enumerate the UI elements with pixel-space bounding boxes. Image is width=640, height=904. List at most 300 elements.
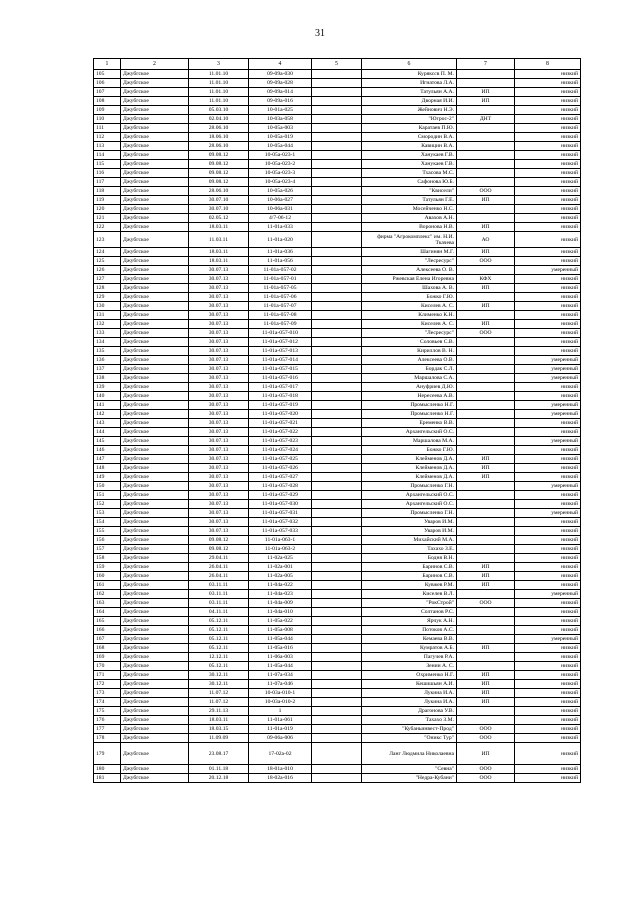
cell-col-2: Джубгское	[121, 455, 189, 464]
cell-col-2: Джубгское	[121, 671, 189, 680]
cell-col-2: Джубгское	[121, 464, 189, 473]
table-row	[94, 716, 581, 725]
cell-col-5	[312, 599, 362, 608]
cell-col-1: 118	[94, 187, 121, 196]
cell-col-1: 121	[94, 214, 121, 223]
cell-col-1: 181	[94, 774, 121, 783]
cell-col-8: низкий	[515, 133, 581, 142]
cell-col-7: ИП	[457, 88, 515, 97]
cell-col-7: ИП	[457, 464, 515, 473]
cell-col-7	[457, 142, 515, 151]
cell-col-4: 11-01а-057-028	[249, 482, 312, 491]
cell-col-5	[312, 644, 362, 653]
table-row	[94, 293, 581, 302]
table-row	[94, 160, 581, 169]
cell-col-8: низкий	[515, 428, 581, 437]
table-row	[94, 680, 581, 689]
cell-col-7	[457, 635, 515, 644]
cell-col-5	[312, 572, 362, 581]
cell-col-5	[312, 545, 362, 554]
cell-col-1: 147	[94, 455, 121, 464]
cell-col-2: Джубгское	[121, 536, 189, 545]
cell-col-5	[312, 214, 362, 223]
cell-col-2: Джубгское	[121, 151, 189, 160]
table-row	[94, 500, 581, 509]
cell-col-2: Джубгское	[121, 70, 189, 79]
cell-col-5	[312, 383, 362, 392]
cell-col-1: 178	[94, 734, 121, 743]
cell-col-1: 126	[94, 266, 121, 275]
cell-col-5	[312, 410, 362, 419]
cell-col-8: низкий	[515, 79, 581, 88]
cell-col-4: 11-01а-056	[249, 257, 312, 266]
table-row	[94, 223, 581, 232]
table-row	[94, 572, 581, 581]
cell-col-1: 153	[94, 509, 121, 518]
cell-col-2: Джубгское	[121, 124, 189, 133]
cell-col-3: 30.07.13	[189, 275, 249, 284]
cell-col-7	[457, 338, 515, 347]
cell-col-6: Драгонова У.В.	[362, 707, 457, 716]
cell-col-8: низкий	[515, 491, 581, 500]
cell-col-2: Джубгское	[121, 293, 189, 302]
cell-col-4: 10-05а-026	[249, 187, 312, 196]
cell-col-6: Баринов С.В.	[362, 563, 457, 572]
table-row	[94, 257, 581, 266]
cell-col-1: 155	[94, 527, 121, 536]
cell-col-1: 172	[94, 680, 121, 689]
table-row	[94, 410, 581, 419]
cell-col-4: 11-01а-057-020	[249, 410, 312, 419]
cell-col-5	[312, 205, 362, 214]
cell-col-5	[312, 473, 362, 482]
cell-col-8: низкий	[515, 743, 581, 765]
cell-col-2: Джубгское	[121, 214, 189, 223]
cell-col-4: 11-07а-046	[249, 680, 312, 689]
cell-col-4: 17-02а-02	[249, 743, 312, 765]
cell-col-1: 114	[94, 151, 121, 160]
cell-col-1: 166	[94, 626, 121, 635]
cell-col-1: 173	[94, 689, 121, 698]
cell-col-4: 10-01а-025	[249, 106, 312, 115]
cell-col-6: "Югрос-2"	[362, 115, 457, 124]
cell-col-1: 136	[94, 356, 121, 365]
cell-col-7: ООО	[457, 765, 515, 774]
cell-col-4: 09-09а-030	[249, 70, 312, 79]
table-row	[94, 401, 581, 410]
cell-col-3: 05.12.11	[189, 662, 249, 671]
cell-col-4: 11-01а-057-026	[249, 464, 312, 473]
table-row	[94, 374, 581, 383]
cell-col-8: низкий	[515, 257, 581, 266]
cell-col-5	[312, 70, 362, 79]
cell-col-5	[312, 365, 362, 374]
cell-col-2: Джубгское	[121, 401, 189, 410]
cell-col-4: 11-04а-023	[249, 590, 312, 599]
cell-col-6: Клейменов Д.А.	[362, 464, 457, 473]
table-row	[94, 419, 581, 428]
cell-col-2: Джубгское	[121, 581, 189, 590]
cell-col-6: Промысленко Г.Н.	[362, 482, 457, 491]
cell-col-2: Джубгское	[121, 320, 189, 329]
cell-col-7: ИП	[457, 223, 515, 232]
cell-col-4: 11-07а-034	[249, 671, 312, 680]
table-row	[94, 205, 581, 214]
cell-col-3: 18.03.11	[189, 716, 249, 725]
cell-col-2: Джубгское	[121, 509, 189, 518]
table-row	[94, 428, 581, 437]
cell-col-5	[312, 707, 362, 716]
table-row	[94, 302, 581, 311]
table-row	[94, 124, 581, 133]
table-row	[94, 482, 581, 491]
cell-col-4: 09-09а-028	[249, 79, 312, 88]
cell-col-5	[312, 626, 362, 635]
cell-col-5	[312, 257, 362, 266]
cell-col-5	[312, 160, 362, 169]
cell-col-1: 154	[94, 518, 121, 527]
cell-col-2: Джубгское	[121, 410, 189, 419]
cell-col-3: 03.11.11	[189, 581, 249, 590]
cell-col-6: Игнатова Л.А.	[362, 79, 457, 88]
cell-col-8: умеренный	[515, 365, 581, 374]
cell-col-3: 29.11.13	[189, 707, 249, 716]
cell-col-2: Джубгское	[121, 275, 189, 284]
cell-col-4: 11-01а-019	[249, 725, 312, 734]
cell-col-4: 11-01а-057-031	[249, 509, 312, 518]
cell-col-2: Джубгское	[121, 419, 189, 428]
cell-col-6: Клейменов Д.А.	[362, 473, 457, 482]
cell-col-6: Татульян Г.Е.	[362, 196, 457, 205]
cell-col-6: "Лесресурс"	[362, 329, 457, 338]
cell-col-2: Джубгское	[121, 680, 189, 689]
cell-col-1: 108	[94, 97, 121, 106]
cell-col-3: 09.08.12	[189, 169, 249, 178]
cell-col-1: 119	[94, 196, 121, 205]
cell-col-8: низкий	[515, 329, 581, 338]
cell-col-7	[457, 347, 515, 356]
cell-col-7: ИП	[457, 572, 515, 581]
cell-col-3: 30.07.13	[189, 518, 249, 527]
cell-col-8: низкий	[515, 689, 581, 698]
cell-col-1: 174	[94, 698, 121, 707]
cell-col-5	[312, 437, 362, 446]
cell-col-2: Джубгское	[121, 97, 189, 106]
cell-col-1: 145	[94, 437, 121, 446]
cell-col-3: 30.07.13	[189, 464, 249, 473]
cell-col-8: низкий	[515, 464, 581, 473]
cell-col-6: Нересеева А.В.	[362, 392, 457, 401]
table-row	[94, 536, 581, 545]
cell-col-4: 10-05а-023-1	[249, 151, 312, 160]
cell-col-2: Джубгское	[121, 765, 189, 774]
cell-col-3: 30.07.13	[189, 428, 249, 437]
cell-col-1: 122	[94, 223, 121, 232]
cell-col-1: 138	[94, 374, 121, 383]
cell-col-3: 30.07.13	[189, 302, 249, 311]
cell-col-6: Маршалова С.А.	[362, 374, 457, 383]
cell-col-6: Курякссв П. М.	[362, 70, 457, 79]
cell-col-7	[457, 106, 515, 115]
cell-col-2: Джубгское	[121, 500, 189, 509]
cell-col-3: 20.12.18	[189, 774, 249, 783]
cell-col-3: 28.06.10	[189, 142, 249, 151]
cell-col-5	[312, 428, 362, 437]
cell-col-5	[312, 518, 362, 527]
cell-col-4: 11-01а-057-030	[249, 500, 312, 509]
cell-col-4: 11-06а-003	[249, 653, 312, 662]
cell-col-5	[312, 248, 362, 257]
cell-col-2: Джубгское	[121, 266, 189, 275]
cell-col-5	[312, 608, 362, 617]
cell-col-7	[457, 491, 515, 500]
cell-col-3: 05.12.11	[189, 635, 249, 644]
cell-col-2: Джубгское	[121, 662, 189, 671]
cell-col-8: низкий	[515, 106, 581, 115]
cell-col-2: Джубгское	[121, 311, 189, 320]
cell-col-3: 09.08.12	[189, 545, 249, 554]
cell-col-6: Тахахо З.Е.	[362, 545, 457, 554]
cell-col-2: Джубгское	[121, 115, 189, 124]
cell-col-7	[457, 392, 515, 401]
cell-col-5	[312, 554, 362, 563]
cell-col-7: ООО	[457, 187, 515, 196]
cell-col-1: 111	[94, 124, 121, 133]
cell-col-3: 30.12.11	[189, 671, 249, 680]
cell-col-7	[457, 401, 515, 410]
cell-col-1: 133	[94, 329, 121, 338]
table-row	[94, 70, 581, 79]
cell-col-8: низкий	[515, 563, 581, 572]
cell-col-8: низкий	[515, 725, 581, 734]
cell-col-5	[312, 88, 362, 97]
cell-col-7	[457, 482, 515, 491]
cell-col-5	[312, 275, 362, 284]
table-row	[94, 115, 581, 124]
cell-col-8: умеренный	[515, 356, 581, 365]
cell-col-7	[457, 590, 515, 599]
cell-col-3: 09.08.12	[189, 151, 249, 160]
cell-col-7: ООО	[457, 774, 515, 783]
cell-col-3: 18.03.11	[189, 248, 249, 257]
cell-col-8: низкий	[515, 545, 581, 554]
table-row	[94, 509, 581, 518]
cell-col-7: ИП	[457, 644, 515, 653]
cell-col-2: Джубгское	[121, 284, 189, 293]
cell-col-4: 11-01а-033	[249, 223, 312, 232]
cell-col-8: умеренный	[515, 374, 581, 383]
cell-col-8: низкий	[515, 765, 581, 774]
cell-col-7	[457, 716, 515, 725]
cell-col-1: 113	[94, 142, 121, 151]
cell-col-6: "Севна"	[362, 765, 457, 774]
cell-col-4: 11-01а-057-029	[249, 491, 312, 500]
cell-col-2: Джубгское	[121, 716, 189, 725]
table-row	[94, 590, 581, 599]
cell-col-8: низкий	[515, 311, 581, 320]
cell-col-1: 139	[94, 383, 121, 392]
cell-col-3: 30.07.13	[189, 437, 249, 446]
cell-col-6: Киселев А. С.	[362, 320, 457, 329]
cell-col-5	[312, 491, 362, 500]
cell-col-2: Джубгское	[121, 356, 189, 365]
cell-col-7	[457, 205, 515, 214]
cell-col-3: 28.06.10	[189, 187, 249, 196]
table-row	[94, 608, 581, 617]
cell-col-5	[312, 133, 362, 142]
cell-col-8: низкий	[515, 320, 581, 329]
table-row	[94, 518, 581, 527]
cell-col-4: 11-01а-057-018	[249, 392, 312, 401]
cell-col-8: низкий	[515, 284, 581, 293]
cell-col-7: ДНТ	[457, 115, 515, 124]
cell-col-1: 144	[94, 428, 121, 437]
cell-col-7	[457, 151, 515, 160]
cell-col-7: ООО	[457, 329, 515, 338]
cell-col-7	[457, 554, 515, 563]
cell-col-7	[457, 446, 515, 455]
table-row	[94, 725, 581, 734]
cell-col-8: низкий	[515, 500, 581, 509]
cell-col-1: 180	[94, 765, 121, 774]
cell-col-5	[312, 124, 362, 133]
table-row	[94, 133, 581, 142]
cell-col-5	[312, 79, 362, 88]
table-row	[94, 97, 581, 106]
table-row	[94, 707, 581, 716]
cell-col-1: 175	[94, 707, 121, 716]
cell-col-6: Промысленко Н.Г.	[362, 410, 457, 419]
cell-col-1: 128	[94, 284, 121, 293]
cell-col-1: 152	[94, 500, 121, 509]
cell-col-5	[312, 536, 362, 545]
cell-col-4: 10-05а-044	[249, 142, 312, 151]
cell-col-7: ИП	[457, 743, 515, 765]
cell-col-2: Джубгское	[121, 482, 189, 491]
table-row	[94, 356, 581, 365]
cell-col-3: 09.08.12	[189, 536, 249, 545]
cell-col-1: 140	[94, 392, 121, 401]
cell-col-7	[457, 653, 515, 662]
cell-col-5	[312, 743, 362, 765]
table-row	[94, 196, 581, 205]
cell-col-6: Михайский М.А.	[362, 536, 457, 545]
cell-col-1: 149	[94, 473, 121, 482]
cell-col-1: 176	[94, 716, 121, 725]
cell-col-4: 11-05а-008	[249, 626, 312, 635]
cell-col-4: 11-04а-010	[249, 608, 312, 617]
cell-col-1: 169	[94, 653, 121, 662]
cell-col-4: 10-05а-023-4	[249, 178, 312, 187]
cell-col-7	[457, 608, 515, 617]
cell-col-2: Джубгское	[121, 545, 189, 554]
cell-col-2: Джубгское	[121, 707, 189, 716]
table-row	[94, 671, 581, 680]
cell-col-4: 11-05а-044	[249, 635, 312, 644]
cell-col-8: низкий	[515, 671, 581, 680]
cell-col-3: 30.07.13	[189, 284, 249, 293]
cell-col-3: 11.03.11	[189, 232, 249, 248]
cell-col-3: 30.07.13	[189, 311, 249, 320]
column-header-5: 5	[312, 59, 362, 70]
cell-col-1: 141	[94, 401, 121, 410]
cell-col-3: 30.07.13	[189, 374, 249, 383]
cell-col-6: Ржевская Елена Игоревна	[362, 275, 457, 284]
cell-col-5	[312, 671, 362, 680]
cell-col-2: Джубгское	[121, 635, 189, 644]
cell-col-6: Кавицин В.А.	[362, 142, 457, 151]
cell-col-4: 11-01а-057-023	[249, 437, 312, 446]
cell-col-4: 11-01а-057-021	[249, 419, 312, 428]
cell-col-1: 135	[94, 347, 121, 356]
table-row	[94, 248, 581, 257]
cell-col-1: 165	[94, 617, 121, 626]
cell-col-2: Джубгское	[121, 257, 189, 266]
cell-col-7: ИП	[457, 302, 515, 311]
table-row	[94, 187, 581, 196]
cell-col-3: 11.07.12	[189, 689, 249, 698]
cell-col-7	[457, 662, 515, 671]
cell-col-1: 164	[94, 608, 121, 617]
table-row	[94, 329, 581, 338]
table-row	[94, 765, 581, 774]
cell-col-5	[312, 347, 362, 356]
cell-col-2: Джубгское	[121, 88, 189, 97]
cell-col-8: низкий	[515, 716, 581, 725]
cell-col-4: 11-01а-063-2	[249, 545, 312, 554]
cell-col-5	[312, 374, 362, 383]
column-header-6: 6	[362, 59, 457, 70]
cell-col-6: Божко Г.Ю.	[362, 446, 457, 455]
cell-col-3: 30.07.13	[189, 266, 249, 275]
cell-col-8: умеренный	[515, 401, 581, 410]
cell-col-5	[312, 338, 362, 347]
cell-col-5	[312, 765, 362, 774]
cell-col-8: низкий	[515, 142, 581, 151]
cell-col-6: Зенин А. С.	[362, 662, 457, 671]
cell-col-7: ИП	[457, 680, 515, 689]
cell-col-6: Уваров И.М.	[362, 527, 457, 536]
cell-col-6: Лукина И.А.	[362, 689, 457, 698]
cell-col-8: низкий	[515, 698, 581, 707]
cell-col-3: 30.07.13	[189, 293, 249, 302]
cell-col-4: 11-02а-001	[249, 563, 312, 572]
cell-col-8: низкий	[515, 392, 581, 401]
cell-col-7	[457, 545, 515, 554]
table-row	[94, 311, 581, 320]
cell-col-7	[457, 707, 515, 716]
cell-col-1: 131	[94, 311, 121, 320]
cell-col-6: Промысленко Г.Н.	[362, 509, 457, 518]
cell-col-4: 09-09а-016	[249, 97, 312, 106]
cell-col-7	[457, 509, 515, 518]
cell-col-5	[312, 590, 362, 599]
cell-col-7: ИП	[457, 320, 515, 329]
cell-col-6: Киселев А. С.	[362, 302, 457, 311]
cell-col-8: низкий	[515, 124, 581, 133]
table-row	[94, 392, 581, 401]
cell-col-7	[457, 214, 515, 223]
cell-col-4: 11-01а-057-022	[249, 428, 312, 437]
cell-col-2: Джубгское	[121, 644, 189, 653]
table-row	[94, 743, 581, 765]
table-row	[94, 599, 581, 608]
cell-col-5	[312, 178, 362, 187]
cell-col-6: Ярчук А.Н.	[362, 617, 457, 626]
cell-col-4: 11-01а-057-017	[249, 383, 312, 392]
cell-col-5	[312, 187, 362, 196]
cell-col-8: низкий	[515, 707, 581, 716]
